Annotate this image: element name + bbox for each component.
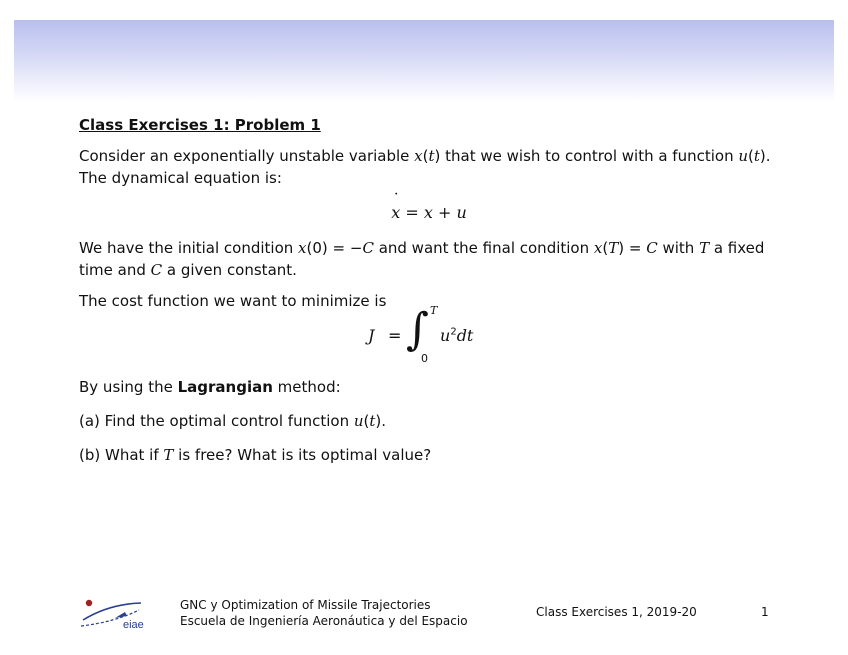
var-u: u bbox=[738, 147, 749, 165]
cost-integral bbox=[368, 304, 508, 376]
differential: dt bbox=[456, 326, 474, 345]
eiae-logo-icon bbox=[79, 594, 157, 634]
var-t: t bbox=[369, 412, 376, 430]
item-a-text: (a) Find the optimal control function bbox=[79, 412, 354, 430]
var-c: C bbox=[362, 239, 374, 257]
item-b-text: is free? What is its optimal value? bbox=[173, 446, 432, 464]
item-a-text: ). bbox=[375, 412, 387, 430]
cond-text: ( bbox=[602, 239, 609, 257]
integrand bbox=[440, 326, 473, 345]
var-t-upper: T bbox=[608, 239, 619, 257]
exponent: 2 bbox=[450, 326, 457, 338]
footer bbox=[0, 594, 848, 634]
var-u: u bbox=[440, 326, 451, 345]
conditions-paragraph bbox=[79, 237, 779, 281]
var-c: C bbox=[646, 239, 658, 257]
slide-title: Class Exercises 1: Problem 1 bbox=[79, 116, 321, 134]
method-name: Lagrangian bbox=[177, 378, 273, 396]
course-title: GNC y Optimization of Missile Trajectories bbox=[180, 598, 431, 612]
cond-text: and want the final condition bbox=[373, 239, 594, 257]
item-a-text: ( bbox=[363, 412, 370, 430]
footer-left bbox=[180, 597, 468, 629]
page-number: 1 bbox=[761, 605, 769, 619]
cond-text: (0) = − bbox=[306, 239, 363, 257]
item-a bbox=[79, 410, 779, 432]
var-x: x bbox=[298, 239, 307, 257]
var-t-upper: T bbox=[699, 239, 710, 257]
cond-text: with bbox=[657, 239, 700, 257]
cond-text: ) = bbox=[618, 239, 647, 257]
equals-sign: = bbox=[388, 326, 402, 345]
cond-text: a given constant. bbox=[162, 261, 297, 279]
header-band bbox=[14, 20, 834, 102]
intro-text: ( bbox=[748, 147, 754, 165]
item-b bbox=[79, 444, 779, 466]
intro-text: ( bbox=[422, 147, 429, 165]
x-dot: ˙ x bbox=[391, 202, 400, 224]
var-c: C bbox=[150, 261, 163, 279]
cost-symbol: J bbox=[368, 326, 375, 345]
var-u: u bbox=[353, 412, 364, 430]
intro-text: ). The dynamical equation is: bbox=[79, 147, 771, 187]
method-text: method: bbox=[272, 378, 341, 396]
intro-text: ) that we wish to control with a function bbox=[434, 147, 739, 165]
item-b-text: (b) What if bbox=[79, 446, 164, 464]
var-x: x bbox=[414, 147, 423, 165]
cond-text: a fixed time and bbox=[79, 239, 765, 279]
var-t-upper: T bbox=[163, 446, 174, 464]
var-x: x bbox=[593, 239, 603, 257]
school-name: Escuela de Ingeniería Aeronáutica y del Espacio bbox=[180, 614, 468, 628]
cost-text: The cost function we want to minimize is bbox=[79, 292, 387, 310]
cost-integral-row bbox=[79, 304, 779, 376]
dynamics-equation bbox=[79, 202, 779, 224]
intro-paragraph bbox=[79, 145, 779, 189]
var-t: t bbox=[428, 147, 435, 165]
intro-text: Consider an exponentially unstable variable bbox=[79, 147, 415, 165]
method-text: By using the bbox=[79, 378, 178, 396]
equation-rhs: = x + u bbox=[400, 203, 467, 222]
session-label: Class Exercises 1, 2019-20 bbox=[536, 605, 697, 619]
logo-text: eiae bbox=[123, 619, 144, 631]
var-t: t bbox=[753, 147, 760, 165]
cond-text: We have the initial condition bbox=[79, 239, 299, 257]
integral-sign: ∫ bbox=[406, 304, 429, 355]
method-paragraph bbox=[79, 376, 779, 398]
integral-lower-limit: 0 bbox=[421, 352, 428, 365]
slide-content bbox=[79, 116, 779, 466]
integral-upper-limit: T bbox=[430, 304, 438, 317]
